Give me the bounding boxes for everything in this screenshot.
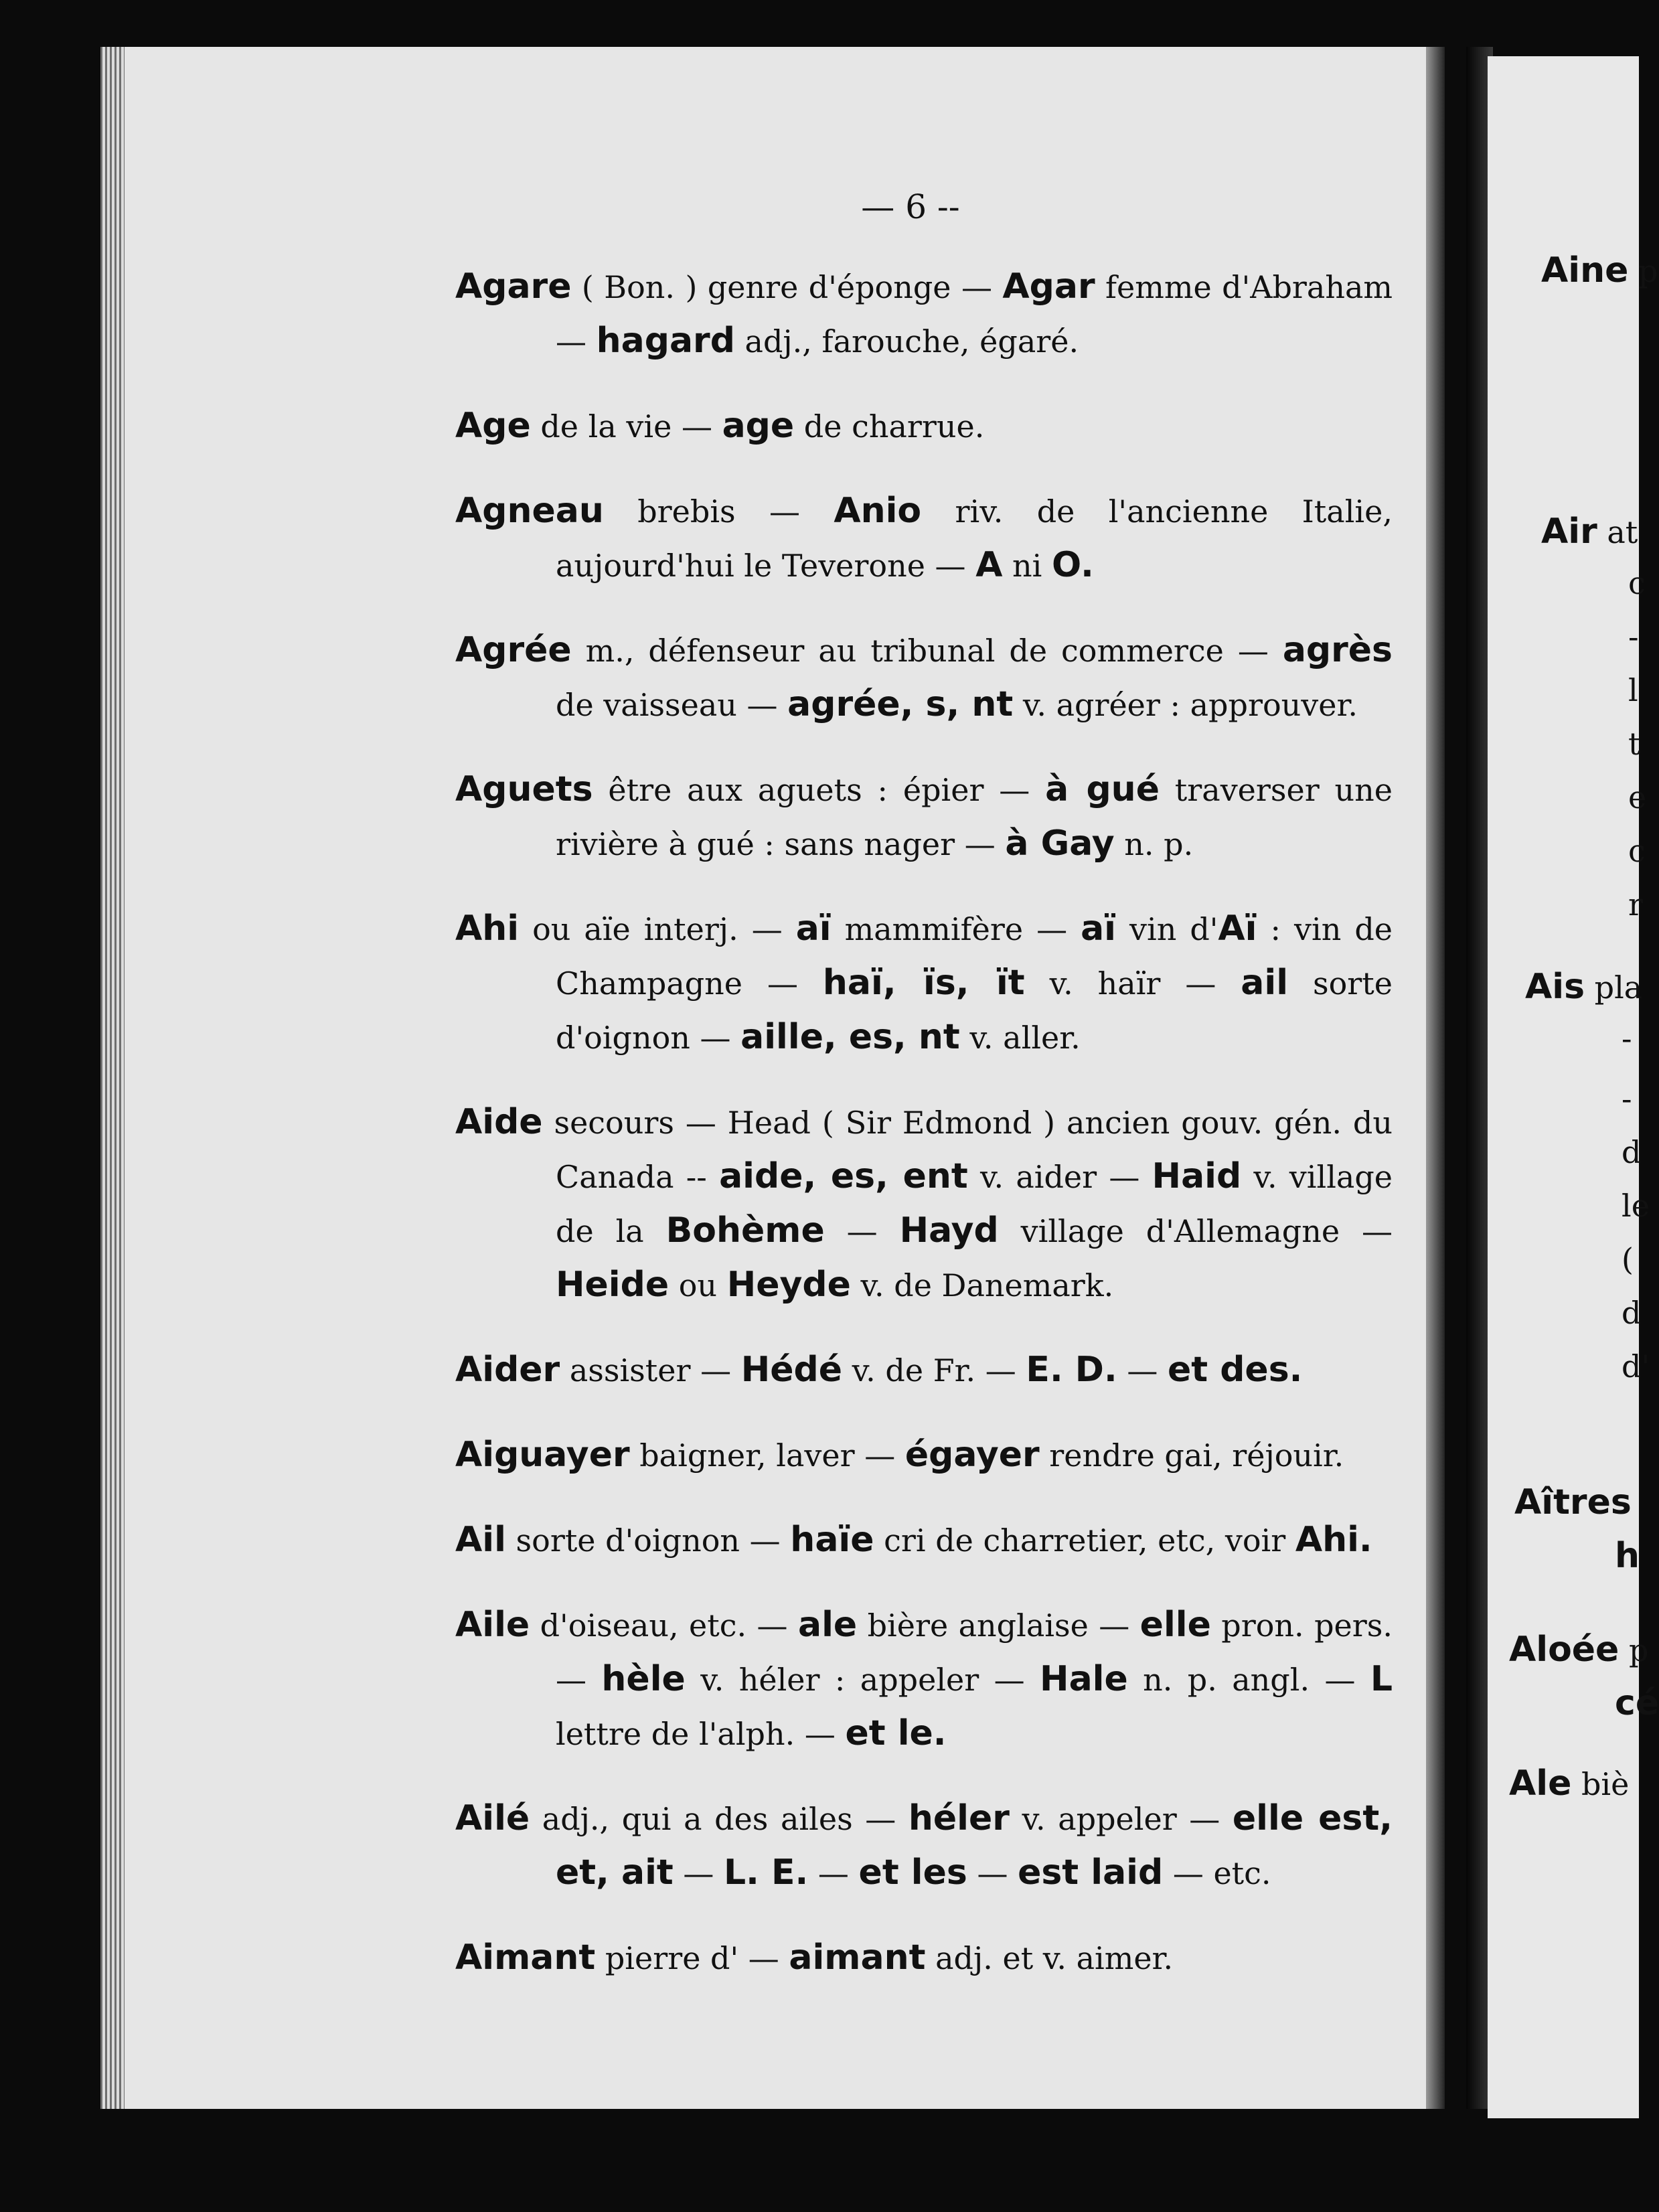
entry: Ailé adj., qui a des ailes — héler v. appeler — elle est, et, ait — L. E. — et les — est laid — etc. (455, 1798, 1393, 1893)
right-fragment: cé (1615, 1683, 1659, 1723)
entry: Agneau brebis — Anio riv. de l'ancienne Italie, aujourd'hui le Teverone — A ni O. (455, 491, 1393, 585)
entry-list (455, 260, 1393, 1985)
right-fragment: l (1628, 672, 1638, 708)
entry: Aider assister — Hédé v. de Fr. — E. D. — et des. (455, 1350, 1303, 1390)
right-fragment: - (1628, 619, 1639, 655)
entry: Age de la vie — age de charrue. (455, 406, 985, 446)
gutter-shadow (1426, 47, 1445, 2109)
right-fragment: r (1628, 886, 1643, 923)
right-page-cropped (1488, 56, 1659, 2118)
dictionary-text (455, 187, 1393, 2002)
entry: Aiguayer baigner, laver — égayer rendre gai, réjouir. (455, 1435, 1344, 1475)
right-fragment: Aine p (1541, 250, 1658, 291)
right-fragment: c (1628, 833, 1646, 869)
entry: Aimant pierre d' — aimant adj. et v. aimer. (455, 1938, 1174, 1978)
entry: Ail sorte d'oignon — haïe cri de charretier, etc, voir Ahi. (455, 1520, 1372, 1560)
right-fragment: h (1615, 1536, 1640, 1576)
entry: Agrée m., défenseur au tribunal de commerce — agrès de vaisseau — agrée, s, nt v. agréer : approuver. (455, 630, 1393, 724)
entry: Aile d'oiseau, etc. — ale bière anglaise — elle pron. pers. — hèle v. héler : appeler — Hale n. p. angl. — L lettre de l'alph. — et le. (455, 1605, 1393, 1753)
right-fragment: ( (1622, 1241, 1634, 1277)
right-fragment: d (1622, 1134, 1642, 1170)
page-stack-edge (100, 47, 125, 2109)
right-fragment: Ais pla (1525, 967, 1643, 1007)
right-fragment: e (1628, 779, 1647, 815)
right-fragment: Air at (1541, 511, 1638, 552)
right-fragment: t (1628, 726, 1641, 762)
page-number: — 6 -- (861, 187, 960, 226)
right-fragment: - (1622, 1020, 1632, 1056)
right-fragment: - (1622, 1081, 1632, 1117)
right-fragment: Ale biè (1509, 1763, 1630, 1804)
right-fragment: Aîtres (1514, 1482, 1632, 1522)
entry: Ahi ou aïe interj. — aï mammifère — aï vin d'Aï : vin de Champagne — haï, ïs, ït v. haïr — ail sorte d'oignon — aille, es, nt v. aller. (455, 908, 1393, 1057)
right-fragment: Aloée p (1509, 1630, 1649, 1670)
right-fragment: le (1622, 1188, 1650, 1224)
entry: Aguets être aux aguets : épier — à gué traverser une rivière à gué : sans nager — à Gay n. p. (455, 769, 1393, 864)
right-fragment: d (1622, 1295, 1642, 1331)
right-fragment: c (1628, 565, 1646, 601)
right-fragment: d' (1622, 1348, 1650, 1385)
entry: Agare ( Bon. ) genre d'éponge — Agar femme d'Abraham — hagard adj., farouche, égaré. (455, 266, 1393, 361)
entry: Aide secours — Head ( Sir Edmond ) ancien gouv. gén. du Canada -- aide, es, ent v. aider — Haid v. village de la Bohème — Hayd village d'Allemagne — Heide ou Heyde v. de Danemark. (455, 1102, 1393, 1305)
